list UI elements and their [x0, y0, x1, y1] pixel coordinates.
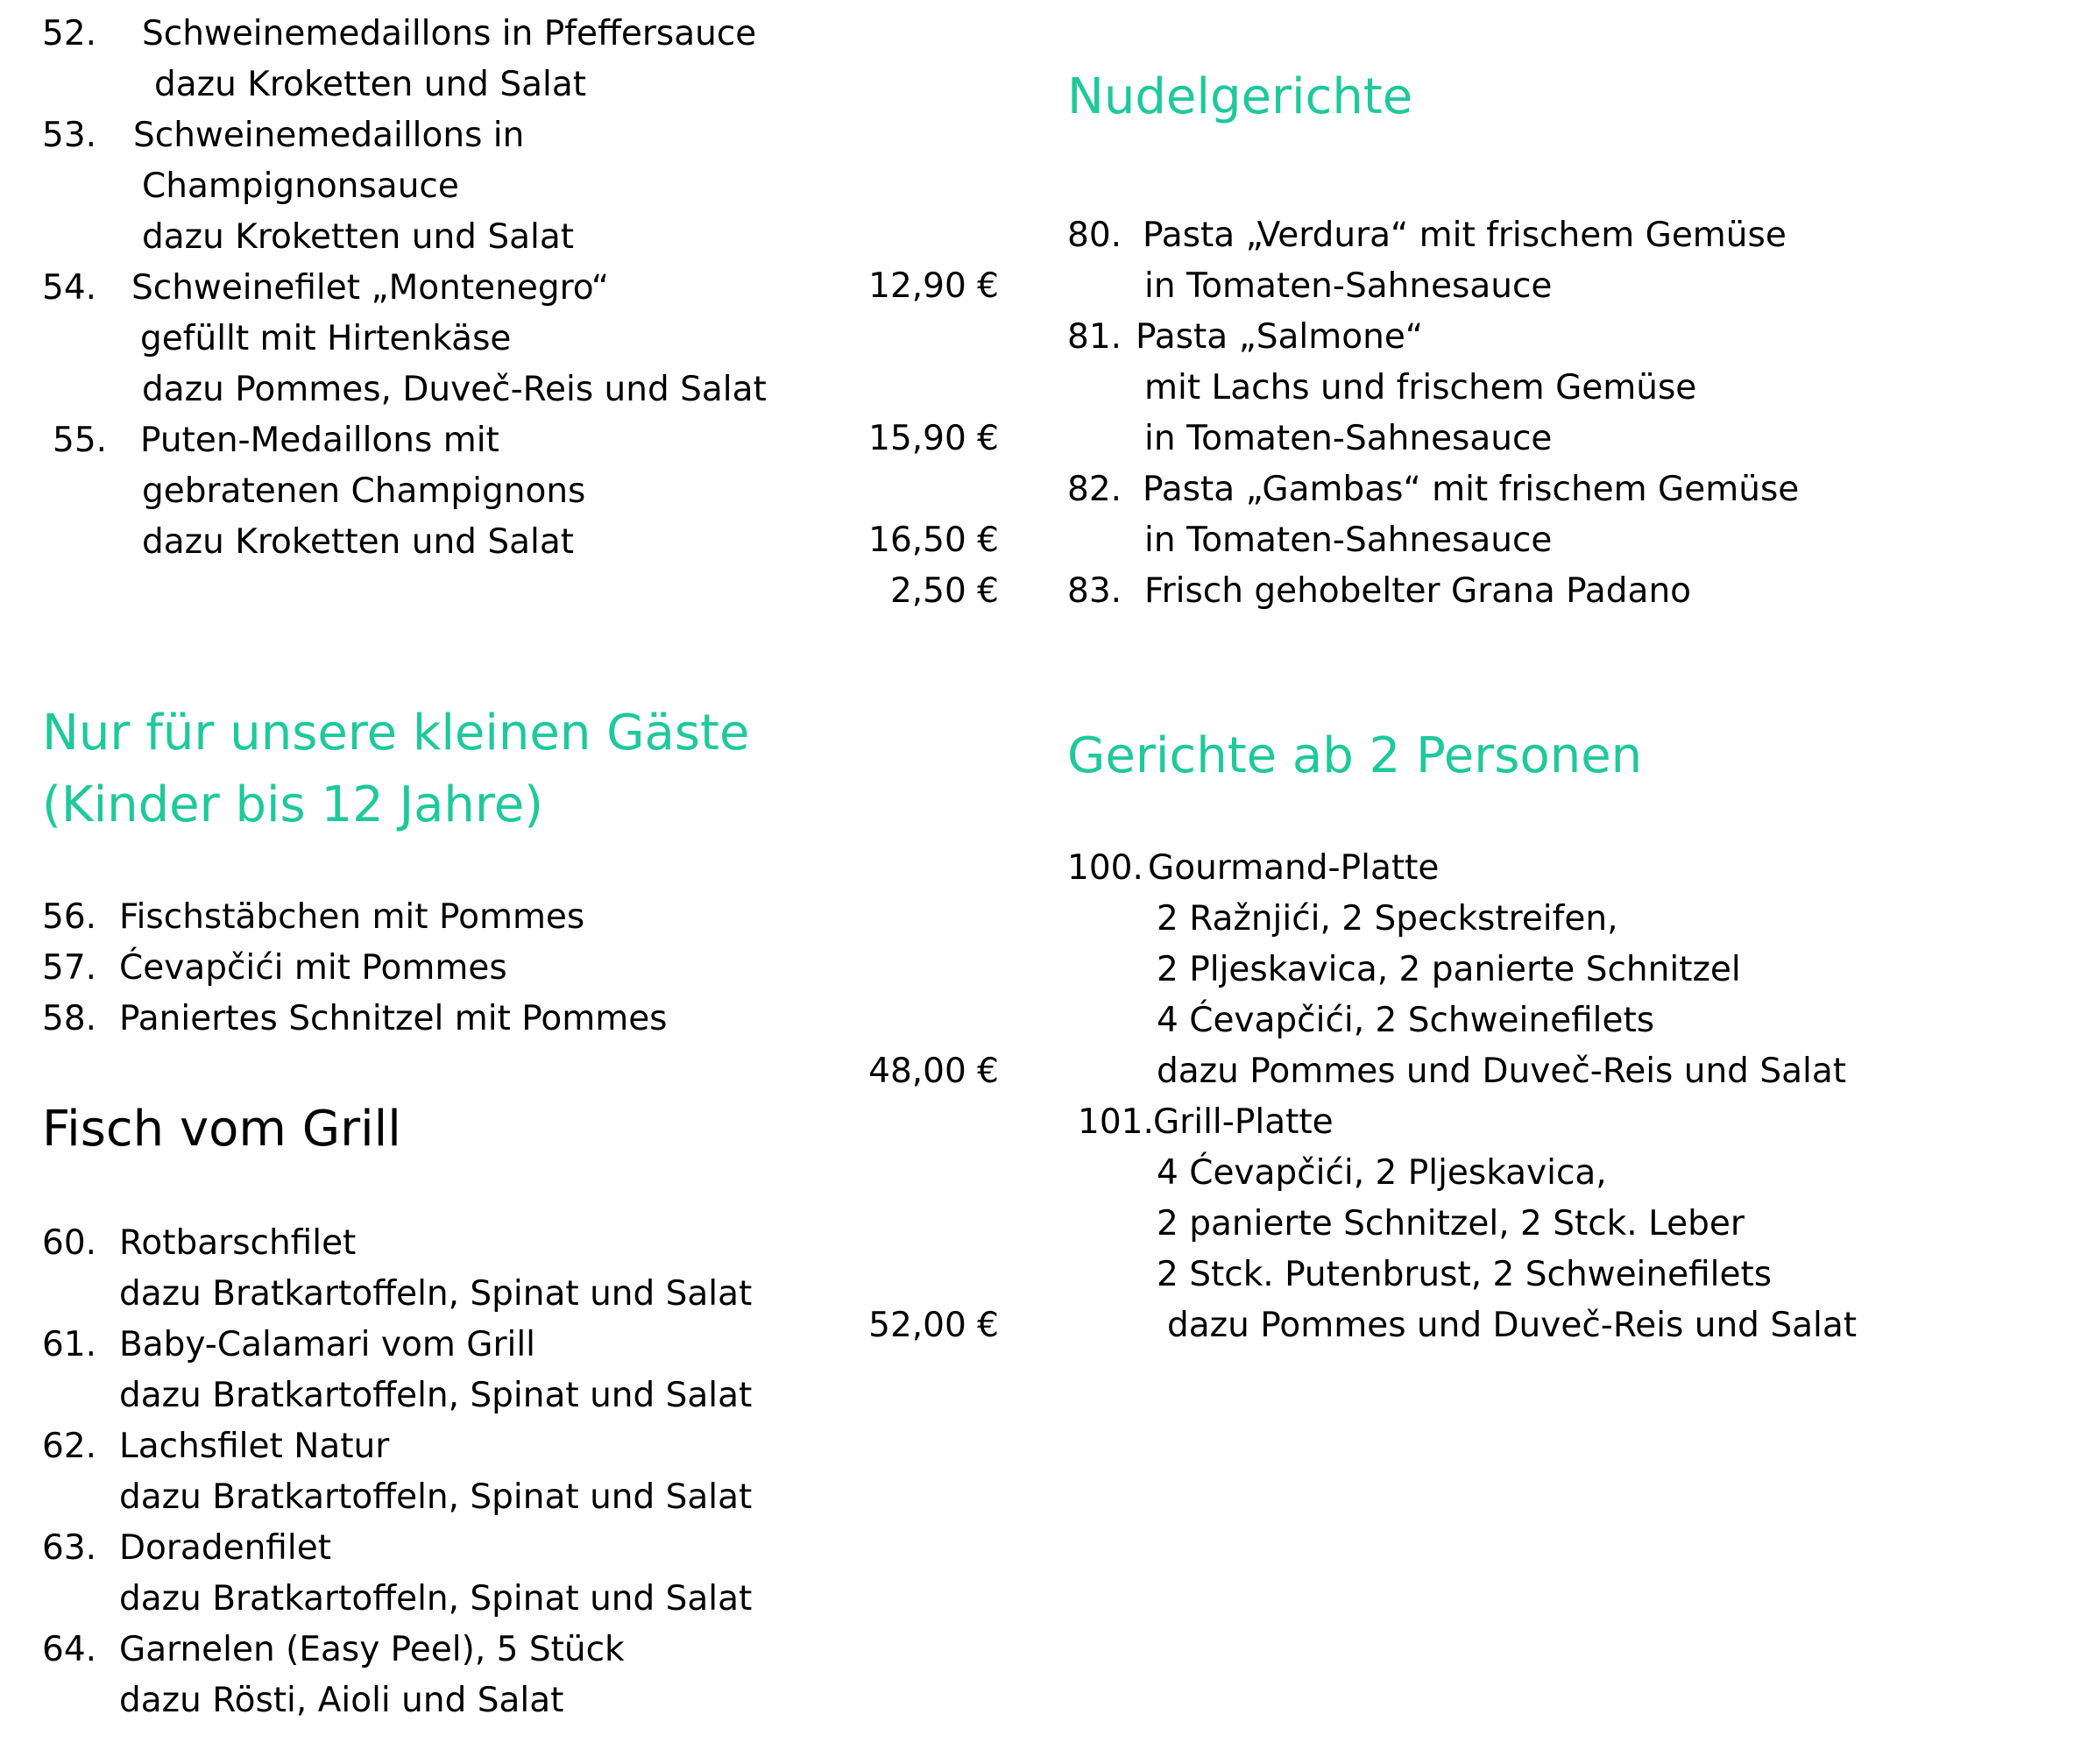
item-name: Garnelen (Easy Peel), 5 Stück [119, 1630, 625, 1669]
item-number: 101. [1078, 1102, 1154, 1142]
item-number: 100. [1067, 848, 1143, 888]
item-description: dazu Kroketten und Salat [142, 217, 575, 257]
item-description: in Tomaten-Sahnesauce [1144, 419, 1553, 458]
section-heading-fish: Fisch vom Grill [42, 1101, 401, 1158]
item-name: Puten-Medaillons mit [140, 421, 499, 460]
item-price: 16,50 € [868, 521, 999, 560]
item-name-cont: gebratenen Champignons [142, 471, 586, 511]
item-description: 2 Pljeskavica, 2 panierte Schnitzel [1157, 950, 1741, 989]
item-number: 82. [1067, 470, 1122, 509]
section-heading-kids-age: (Kinder bis 12 Jahre) [42, 776, 544, 833]
item-number: 63. [42, 1528, 97, 1568]
item-name: Grill-Platte [1153, 1102, 1334, 1142]
item-number: 55. [53, 421, 108, 460]
item-description: 2 Stck. Putenbrust, 2 Schweinefilets [1157, 1255, 1773, 1294]
section-heading-platters: Gerichte ab 2 Personen [1067, 727, 1643, 784]
item-name: Baby-Calamari vom Grill [119, 1325, 535, 1364]
item-description: 4 Ćevapčići, 2 Schweinefilets [1157, 1001, 1655, 1040]
item-name: Fischstäbchen mit Pommes [119, 897, 585, 937]
item-description: in Tomaten-Sahnesauce [1144, 266, 1553, 306]
item-price: 12,90 € [868, 266, 999, 306]
item-name: Schweinemedaillons in [133, 116, 525, 155]
item-number: 56. [42, 897, 97, 937]
item-name: Doradenfilet [119, 1528, 331, 1568]
item-name: Pasta „Salmone“ [1136, 317, 1424, 357]
item-name: Paniertes Schnitzel mit Pommes [119, 999, 668, 1038]
item-name: Pasta „Gambas“ mit frischem Gemüse [1143, 470, 1800, 509]
item-description: dazu Pommes, Duveč-Reis und Salat [142, 370, 767, 409]
item-number: 61. [42, 1325, 97, 1364]
item-description: gefüllt mit Hirtenkäse [140, 319, 512, 358]
item-description: dazu Bratkartoffeln, Spinat und Salat [119, 1579, 753, 1619]
section-heading-pasta: Nudelgerichte [1067, 68, 1413, 125]
item-description: dazu Pommes und Duveč-Reis und Salat [1157, 1052, 1847, 1091]
item-name: Rotbarschfilet [119, 1223, 357, 1263]
item-number: 60. [42, 1223, 97, 1263]
item-number: 53. [42, 116, 97, 155]
item-name: Lachsfilet Natur [119, 1427, 390, 1466]
item-name: Pasta „Verdura“ mit frischem Gemüse [1143, 216, 1787, 255]
item-number: 52. [42, 14, 97, 53]
item-name: Gourmand-Platte [1148, 848, 1440, 888]
item-number: 64. [42, 1630, 97, 1669]
item-description: 2 Ražnjići, 2 Speckstreifen, [1157, 899, 1618, 939]
item-description: dazu Kroketten und Salat [142, 522, 575, 562]
item-number: 81. [1067, 317, 1122, 357]
item-number: 57. [42, 948, 97, 988]
item-number: 62. [42, 1427, 97, 1466]
item-description: dazu Kroketten und Salat [154, 65, 587, 104]
item-price: 2,50 € [889, 571, 999, 611]
section-heading-kids: Nur für unsere kleinen Gäste [42, 705, 750, 762]
item-name: Ćevapčići mit Pommes [119, 948, 507, 988]
item-price: 48,00 € [868, 1052, 999, 1091]
item-name: Schweinefilet „Montenegro“ [131, 268, 610, 308]
item-description: 2 panierte Schnitzel, 2 Stck. Leber [1157, 1204, 1745, 1243]
item-description: dazu Bratkartoffeln, Spinat und Salat [119, 1477, 753, 1517]
item-number: 80. [1067, 216, 1122, 255]
item-number: 83. [1067, 571, 1122, 611]
item-description: mit Lachs und frischem Gemüse [1144, 368, 1697, 407]
item-name: Frisch gehobelter Grana Padano [1144, 571, 1692, 611]
item-description: in Tomaten-Sahnesauce [1144, 521, 1553, 560]
item-description: 4 Ćevapčići, 2 Pljeskavica, [1157, 1153, 1607, 1193]
item-name: Schweinemedaillons in Pfeffersauce [142, 14, 757, 53]
item-number: 58. [42, 999, 97, 1038]
item-description: dazu Pommes und Duveč-Reis und Salat [1167, 1306, 1858, 1345]
item-name-cont: Champignonsauce [142, 166, 459, 206]
item-description: dazu Rösti, Aioli und Salat [119, 1681, 564, 1720]
item-price: 52,00 € [868, 1306, 999, 1345]
item-description: dazu Bratkartoffeln, Spinat und Salat [119, 1274, 753, 1314]
item-description: dazu Bratkartoffeln, Spinat und Salat [119, 1376, 753, 1415]
item-price: 15,90 € [868, 419, 999, 458]
item-number: 54. [42, 268, 97, 308]
